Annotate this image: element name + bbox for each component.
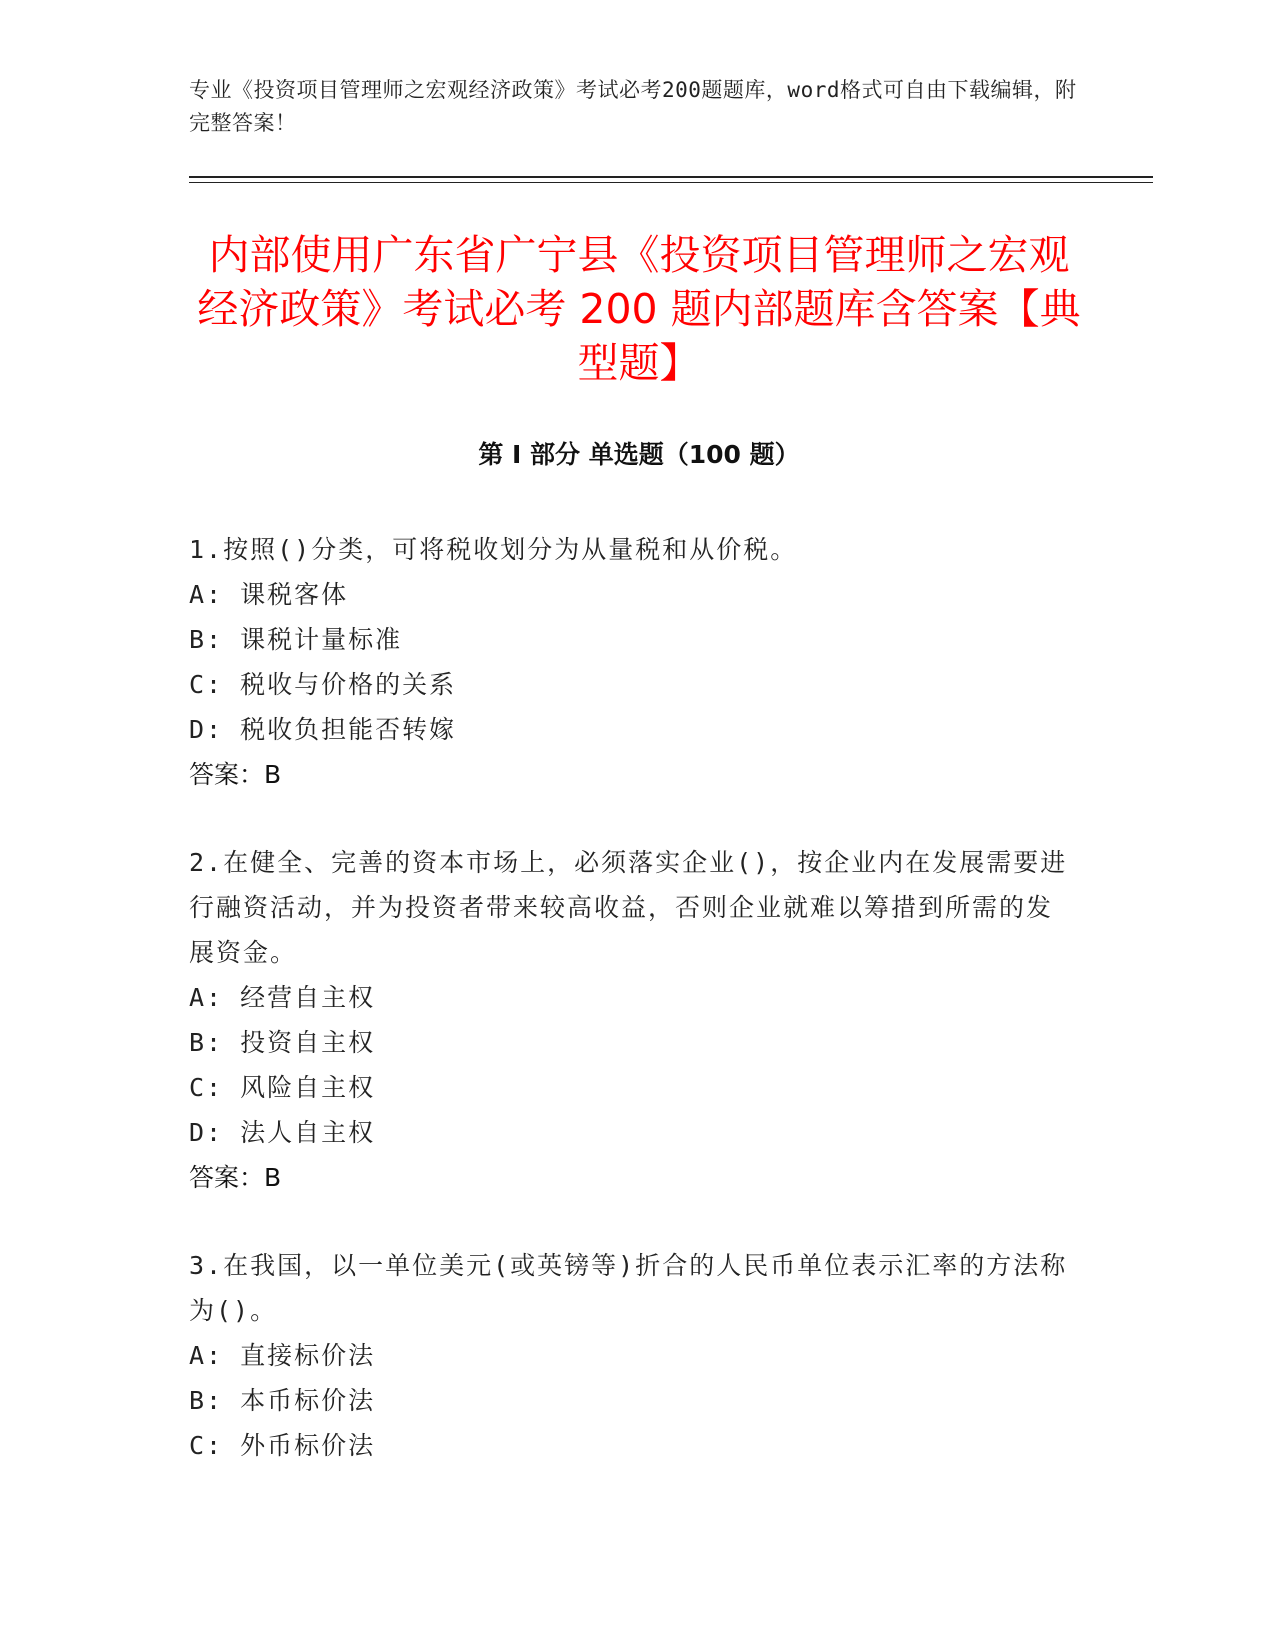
option-b: B: 课税计量标准 <box>189 625 403 654</box>
header-divider-thick <box>189 176 1153 178</box>
answer-line: 答案：B <box>189 760 282 789</box>
option-d: D: 法人自主权 <box>189 1118 376 1147</box>
option-b: B: 本币标价法 <box>189 1386 376 1415</box>
option-a: A: 直接标价法 <box>189 1341 376 1370</box>
question-list <box>189 527 1069 1511</box>
document-title: 内部使用广东省广宁县《投资项目管理师之宏观经济政策》考试必考 200 题内部题库含答案【典型题】 <box>197 231 1081 387</box>
option-c: C: 税收与价格的关系 <box>189 670 457 699</box>
option-a: A: 课税客体 <box>189 580 349 609</box>
question-stem: 2.在健全、完善的资本市场上，必须落实企业()，按企业内在发展需要进行融资活动，并为投资者带来较高收益，否则企业就难以筹措到所需的发展资金。 <box>189 848 1068 967</box>
option-d: D: 税收负担能否转嫁 <box>189 715 457 744</box>
answer-line: 答案：B <box>189 1163 282 1192</box>
option-b: B: 投资自主权 <box>189 1028 376 1057</box>
option-c: C: 风险自主权 <box>189 1073 376 1102</box>
question-1 <box>189 527 1069 797</box>
question-3 <box>189 1243 1069 1468</box>
header-note: 专业《投资项目管理师之宏观经济政策》考试必考200题题库，word格式可自由下载编辑，附完整答案！ <box>189 78 1077 135</box>
question-stem: 1.按照()分类，可将税收划分为从量税和从价税。 <box>189 535 798 564</box>
option-a: A: 经营自主权 <box>189 983 376 1012</box>
section-heading: 第 I 部分 单选题（100 题） <box>478 440 800 469</box>
option-c: C: 外币标价法 <box>189 1431 376 1460</box>
question-stem: 3.在我国，以一单位美元(或英镑等)折合的人民币单位表示汇率的方法称为()。 <box>189 1251 1068 1325</box>
header-divider-thin <box>189 182 1153 183</box>
question-2 <box>189 840 1069 1200</box>
